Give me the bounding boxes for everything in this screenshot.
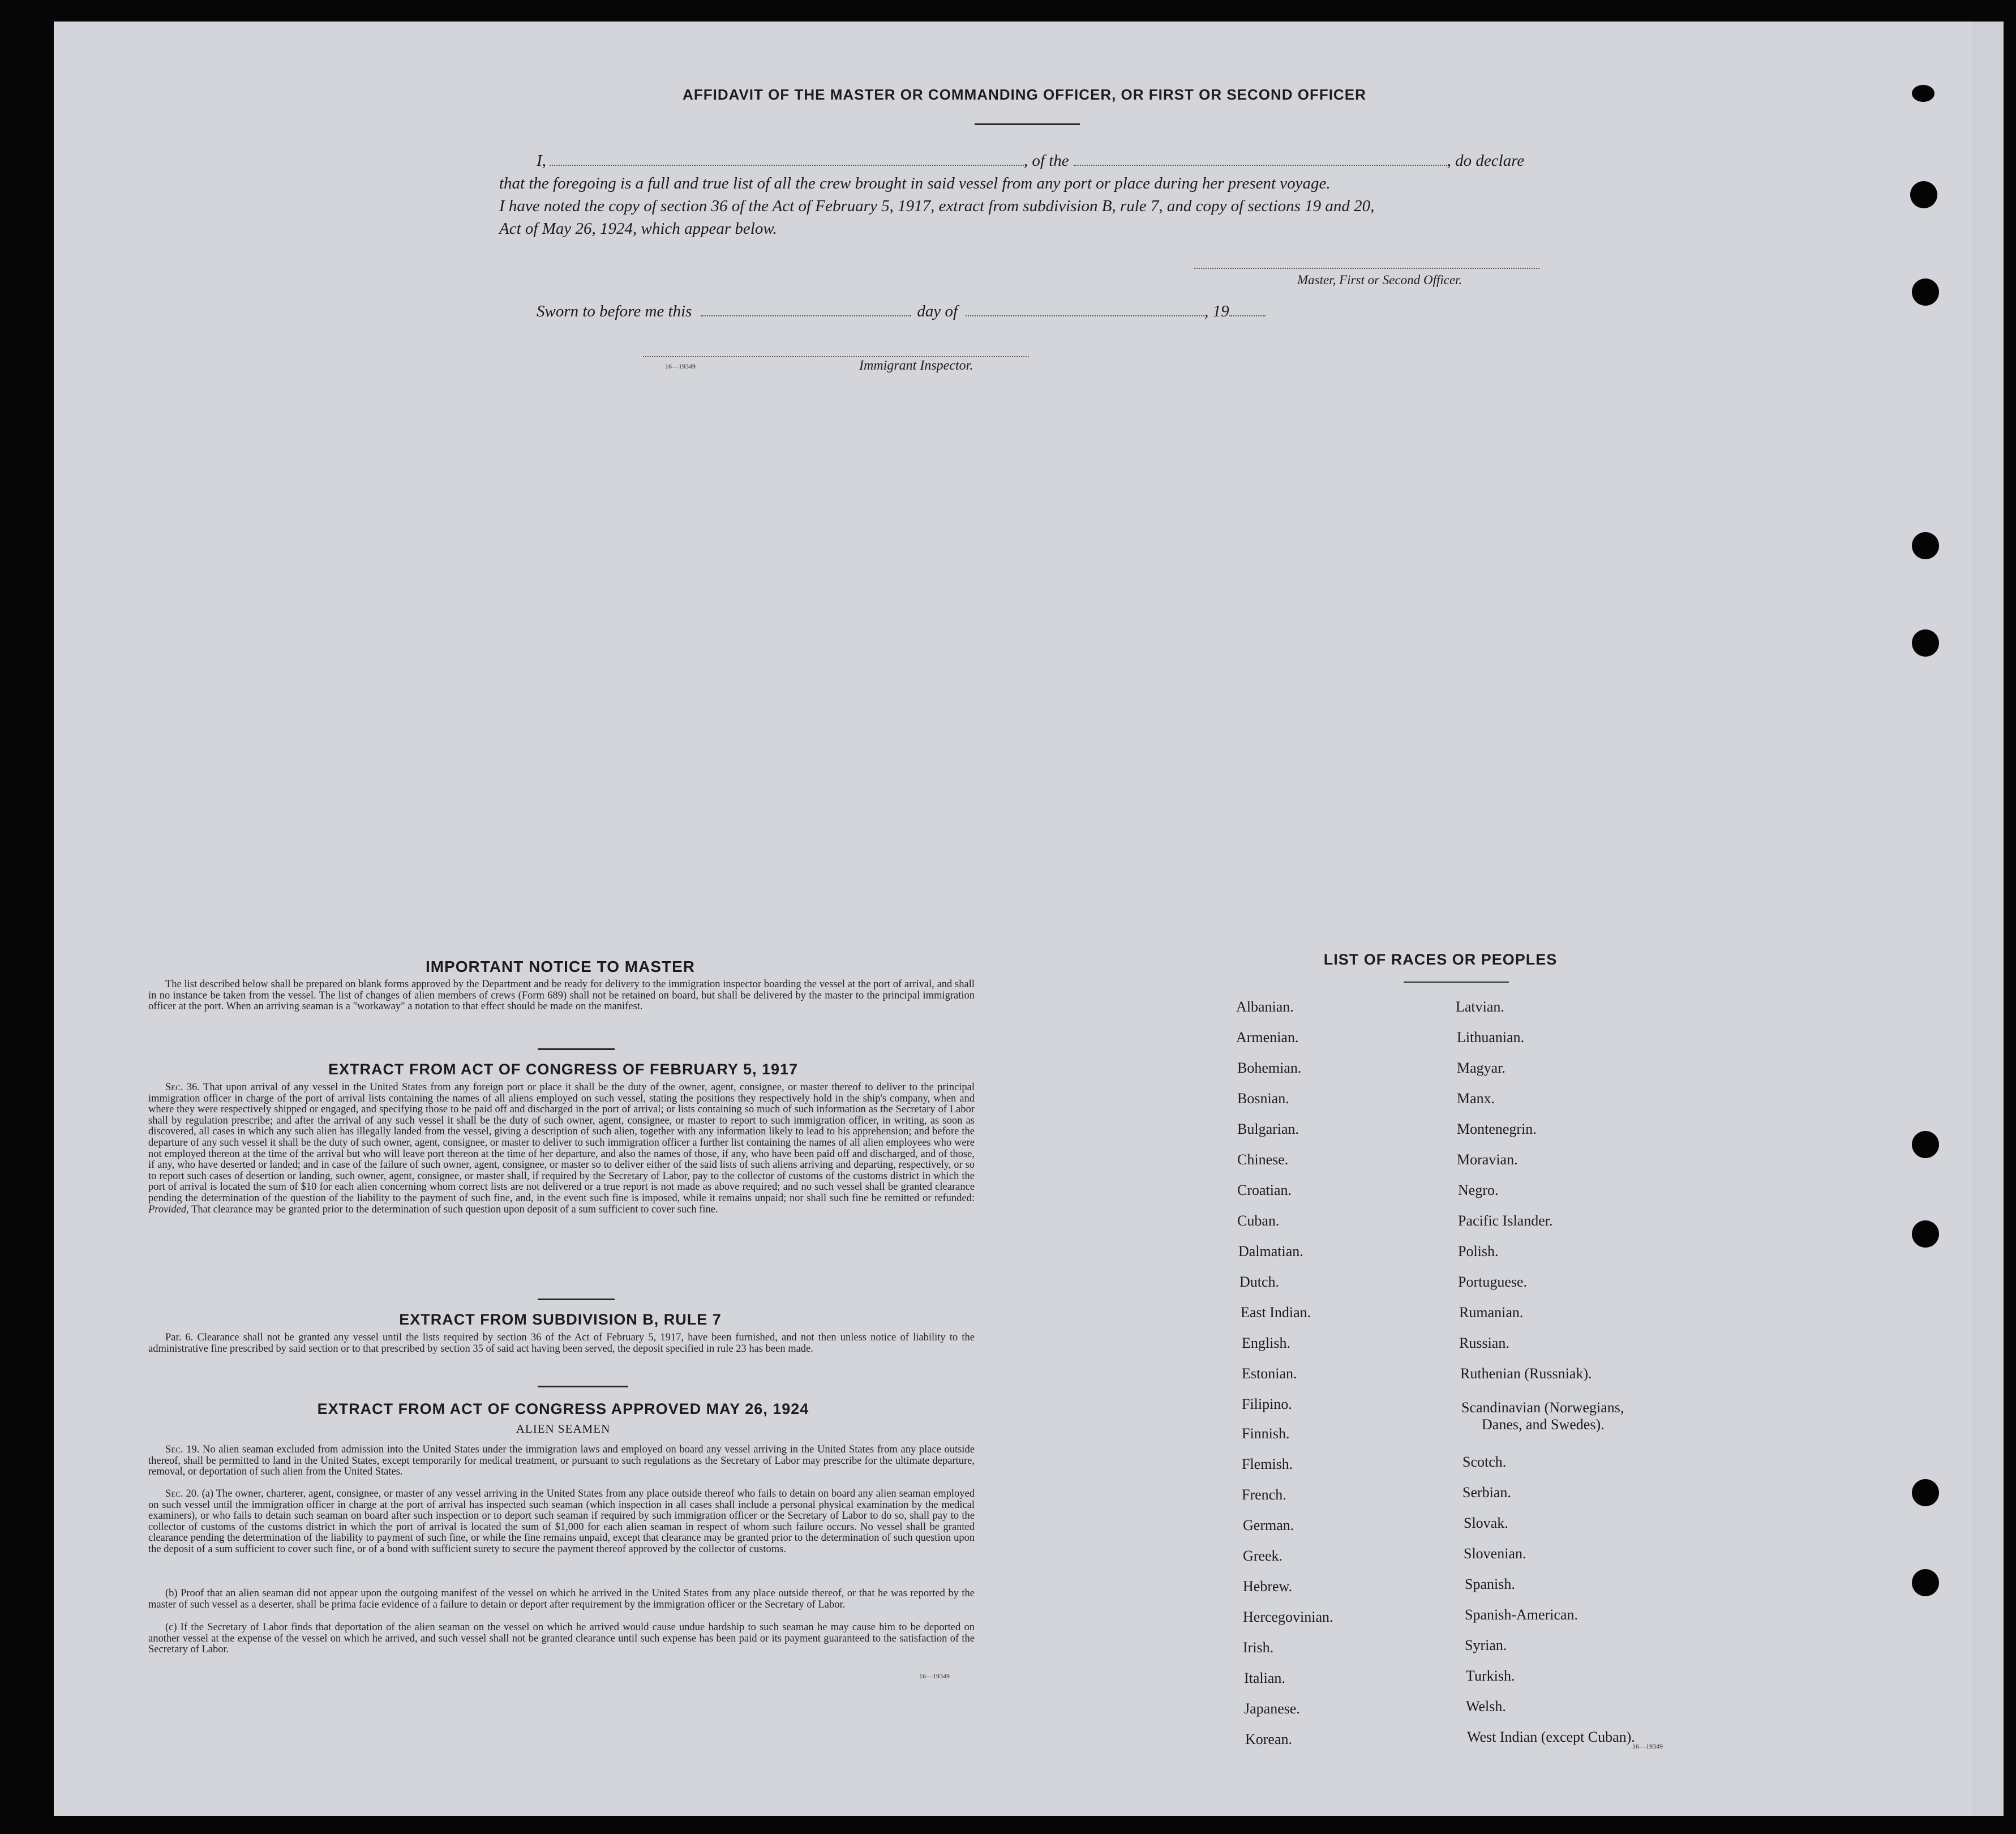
race-item: West Indian (except Cuban). xyxy=(1467,1729,1635,1745)
sec-20-label: Sec. 20. xyxy=(165,1488,199,1499)
affidavit-declare: , do declare xyxy=(1447,152,1525,170)
affidavit-line-2: that the foregoing is a full and true list of all the crew brought in said vessel from any port or place during her present voyage. xyxy=(499,174,1331,192)
sec-19-body: No alien seaman excluded from admission into the United States under the immigration laws and employed on board any vessel arriving in the United States from any place outside thereof, shall be permitted to land in the United States, except temporarily for medical treatment, or pursuant to such regulations as the Secretary of Labor may prescribe for the ultimate departure, removal, or deportation of such alien from the United States. xyxy=(148,1444,975,1478)
race-item: Slovak. xyxy=(1464,1515,1508,1531)
affidavit-i: I, xyxy=(537,152,546,170)
race-item: Korean. xyxy=(1245,1731,1293,1747)
sec-36-label: Sec. 36. xyxy=(165,1082,200,1093)
race-item: Bohemian. xyxy=(1237,1060,1302,1076)
race-item: Greek. xyxy=(1243,1548,1283,1564)
sec-36-body: That upon arrival of any vessel in the United States from any foreign port or place it shall be the duty of the owner, agent, consignee, or master thereof to deliver to the principal immigration officer in charge of the port of arrival lists containing the names of all aliens employed on such vessel, stating the positions they respectively hold in the ship's company, when and where they were respectively shipped or engaged, and specifying those to be paid off and discharged in the port of arrival; or lists containing so much of such information as the Secretary of Labor shall by regulation prescribe; and after the arrival of any such vessel it shall be the duty of such owner, agent, consignee, or master to report to such immigration officer, in writing, as soon as discovered, all cases in which any such alien has illegally landed from the vessel, giving a description of such alien, together with any information likely to lead to his apprehension; and before the departure of any such vessel it shall be the duty of such owner, agent, consignee, or master to deliver to such immigration officer a further list containing the names of all alien employees who were not employed thereon at the time of the arrival but who will leave port thereon at the time of her departure, and also the names of those, if any, who have been paid off and discharged, and of those, if any, who have deserted or landed; and in case of the failure of such owner, agent, consignee, or master so to deliver either of the said lists of such aliens arriving and departing, respectively, or so to report such cases of desertion or landing, such owner, agent, consignee, or master shall, if required by the Secretary of Labor, pay to the collector of customs of the customs district in which the port of arrival is located the sum of $10 for each alien concerning whom correct lists are not delivered or a true report is not made as above required; and no such vessel shall be granted clearance pending the determination of the question of the liability to the payment of such fine, and, in the event such fine is imposed, while it remains unpaid; nor shall such fine be remitted or refunded: xyxy=(148,1082,975,1204)
affidavit-title: AFFIDAVIT OF THE MASTER OR COMMANDING OFFICER, OR FIRST OR SECOND OFFICER xyxy=(683,86,1366,103)
race-item: East Indian. xyxy=(1241,1304,1311,1321)
notice-text xyxy=(148,979,975,1013)
race-item: Hercegovinian. xyxy=(1243,1609,1333,1625)
punch-hole xyxy=(1910,181,1937,208)
sworn-year-field[interactable] xyxy=(1229,315,1266,316)
race-item: Flemish. xyxy=(1242,1456,1293,1472)
race-item: Rumanian. xyxy=(1459,1304,1524,1321)
race-item: Scotch. xyxy=(1462,1454,1507,1470)
race-item: Moravian. xyxy=(1457,1151,1518,1168)
race-item: Italian. xyxy=(1244,1670,1285,1686)
sworn-label: Sworn to before me this xyxy=(537,302,692,320)
extract-rule7-title: EXTRACT FROM SUBDIVISION B, RULE 7 xyxy=(399,1311,722,1328)
extract-1917-title: EXTRACT FROM ACT OF CONGRESS OF FEBRUARY 5, 1917 xyxy=(328,1061,799,1078)
race-item: Spanish-American. xyxy=(1465,1606,1579,1623)
race-item: Cuban. xyxy=(1237,1212,1280,1229)
punch-hole xyxy=(1912,1131,1939,1158)
extract-rule7-text: Par. 6. Clearance shall not be granted any vessel until the lists required by section 36 of the Act of February 5, 1917, have been furnished, and not then unless notice of liability to the administrative fine prescribed by said section or to that prescribed by section 35 of said act having been served, the deposit specified in rule 23 has been made. xyxy=(148,1332,975,1355)
race-item: Russian. xyxy=(1459,1335,1509,1351)
race-item: Welsh. xyxy=(1466,1698,1506,1715)
punch-hole xyxy=(1912,629,1939,657)
punch-hole xyxy=(1912,1569,1939,1596)
race-item: Danes, and Swedes). xyxy=(1482,1416,1605,1433)
form-number: 16—19349 xyxy=(1632,1742,1663,1750)
race-item: Bosnian. xyxy=(1237,1090,1289,1107)
page-edge xyxy=(1972,22,2004,1816)
divider xyxy=(538,1048,615,1050)
race-item: Bulgarian. xyxy=(1237,1121,1299,1137)
inspector-label: Immigrant Inspector. xyxy=(859,358,973,373)
race-item: Serbian. xyxy=(1462,1484,1511,1501)
race-item: Spanish. xyxy=(1465,1576,1515,1592)
divider xyxy=(1404,982,1509,983)
race-item: Armenian. xyxy=(1236,1029,1299,1045)
year-label: , 19 xyxy=(1204,302,1229,320)
race-item: Croatian. xyxy=(1237,1182,1292,1198)
race-item: Negro. xyxy=(1458,1182,1499,1198)
race-item: Manx. xyxy=(1457,1090,1495,1107)
race-item: Ruthenian (Russniak). xyxy=(1460,1365,1592,1382)
race-item: Albanian. xyxy=(1236,999,1294,1015)
sec-20c-text: (c) If the Secretary of Labor finds that deportation of the alien seaman on the vessel on which he arrived would cause undue hardship to such seaman he may cause him to be deported on another vessel at the expense of the vessel on which he arrived, and such vessel shall not be granted clearance until such expense has been paid or its payment guaranteed to the satisfaction of the Secretary of Labor. xyxy=(148,1622,975,1656)
form-number: 16—19349 xyxy=(665,362,696,370)
race-item: Hebrew. xyxy=(1243,1578,1293,1595)
extract-1924-title: EXTRACT FROM ACT OF CONGRESS APPROVED MAY 26, 1924 xyxy=(317,1400,809,1417)
race-item: Filipino. xyxy=(1242,1396,1292,1412)
race-item: Scandinavian (Norwegians, xyxy=(1461,1399,1624,1416)
race-item: Latvian. xyxy=(1456,999,1504,1015)
inspector-signature-line[interactable] xyxy=(643,356,1029,357)
race-item: Lithuanian. xyxy=(1457,1029,1525,1045)
race-item: Dalmatian. xyxy=(1238,1243,1303,1259)
sec-20a-body: (a) The owner, charterer, agent, consignee, or master of any vessel arriving in the United States from any place outside thereof who fails to detain on board any alien seaman employed on such vessel until the immigration officer in charge at the port of arrival has inspected such seaman (which inspection in all cases shall include a personal physical examination by the medical examiners), or who fails to detain such seaman on board after such inspection or to deport such seaman if required by such immigration officer or the Secretary of Labor to do so, shall pay to the collector of customs of the customs district in which the port of arrival is located the sum of $1,000 for each alien seaman in respect of whom such failure occurs. No vessel shall be granted clearance pending the determination of the liability to payment of such fine, or while the fine remains unpaid, except that clearance may be granted prior to the determination of such question upon the deposit of a sum sufficient to cover such fine, or of a bond with sufficient surety to secure the payment thereof approved by the collector of customs. xyxy=(148,1488,975,1555)
vessel-field[interactable] xyxy=(1074,165,1447,166)
races-title: LIST OF RACES OR PEOPLES xyxy=(1323,951,1558,968)
day-of-label: day of xyxy=(917,302,958,320)
race-item: Magyar. xyxy=(1457,1060,1505,1076)
signature-line[interactable] xyxy=(1194,268,1539,269)
punch-hole xyxy=(1912,1220,1939,1248)
affidavit-line-4: Act of May 26, 1924, which appear below. xyxy=(499,220,777,238)
sworn-month-field[interactable] xyxy=(966,315,1204,316)
race-item: Irish. xyxy=(1243,1639,1274,1656)
signature-label: Master, First or Second Officer. xyxy=(1297,273,1462,287)
sec-20a-text xyxy=(148,1489,975,1556)
race-item: Pacific Islander. xyxy=(1458,1212,1553,1229)
divider xyxy=(538,1299,615,1300)
sworn-line xyxy=(537,300,1266,323)
race-item: Dutch. xyxy=(1239,1274,1280,1290)
race-item: Polish. xyxy=(1458,1243,1499,1259)
race-item: Turkish. xyxy=(1466,1668,1515,1684)
name-field[interactable] xyxy=(550,165,1024,166)
race-item: Finnish. xyxy=(1242,1425,1290,1442)
sworn-day-field[interactable] xyxy=(701,315,911,316)
form-number: 16—19349 xyxy=(919,1672,950,1680)
race-item: German. xyxy=(1243,1517,1294,1533)
alien-seamen-subtitle: ALIEN SEAMEN xyxy=(516,1422,611,1436)
punch-hole xyxy=(1912,278,1939,306)
proviso-body: That clearance may be granted prior to the determination of such question upon deposit of a sum sufficient to cover such fine. xyxy=(191,1203,718,1215)
race-item: Chinese. xyxy=(1237,1151,1289,1168)
race-item: Japanese. xyxy=(1244,1700,1300,1717)
punch-hole xyxy=(1912,85,1934,102)
punch-hole xyxy=(1912,1479,1939,1506)
extract-1917-text xyxy=(148,1082,975,1215)
sec-19-label: Sec. 19. xyxy=(165,1444,200,1455)
race-item: Montenegrin. xyxy=(1457,1121,1537,1137)
sec-19-text xyxy=(148,1445,975,1478)
notice-title: IMPORTANT NOTICE TO MASTER xyxy=(425,958,696,975)
affidavit-line-3: I have noted the copy of section 36 of the Act of February 5, 1917, extract from subdivision B, rule 7, and copy of sections 19 and 20, xyxy=(499,197,1375,215)
race-item: Syrian. xyxy=(1465,1637,1507,1653)
proviso-label: Provided, xyxy=(148,1203,189,1215)
affidavit-of-the: , of the xyxy=(1023,152,1069,170)
affidavit-line-1 xyxy=(537,149,1524,172)
race-item: Estonian. xyxy=(1242,1365,1297,1382)
notice-body: The list described below shall be prepared on blank forms approved by the Department and be ready for delivery to the immigration inspector boarding the vessel at the port of arrival, and shall in no instance be taken from the vessel. The list of changes of alien members of crews (Form 689) shall not be retained on board, but shall be delivered by the master to the principal immigration officer at the port. When an arriving seaman is a "workaway" a notation to that effect should be made on the manifest. xyxy=(148,979,975,1013)
punch-hole xyxy=(1912,532,1939,559)
divider xyxy=(538,1386,628,1387)
sec-20b-text: (b) Proof that an alien seaman did not appear upon the outgoing manifest of the vessel on which he arrived in the United States from any place outside thereof, or that he was reported by the master of such vessel as a deserter, shall be prima facie evidence of a failure to detain or deport after requirement by the immigration officer or the Secretary of Labor. xyxy=(148,1588,975,1610)
race-item: Slovenian. xyxy=(1464,1545,1526,1562)
divider xyxy=(975,123,1080,125)
race-item: French. xyxy=(1242,1486,1286,1503)
race-item: Portuguese. xyxy=(1458,1274,1528,1290)
race-item: English. xyxy=(1242,1335,1290,1351)
